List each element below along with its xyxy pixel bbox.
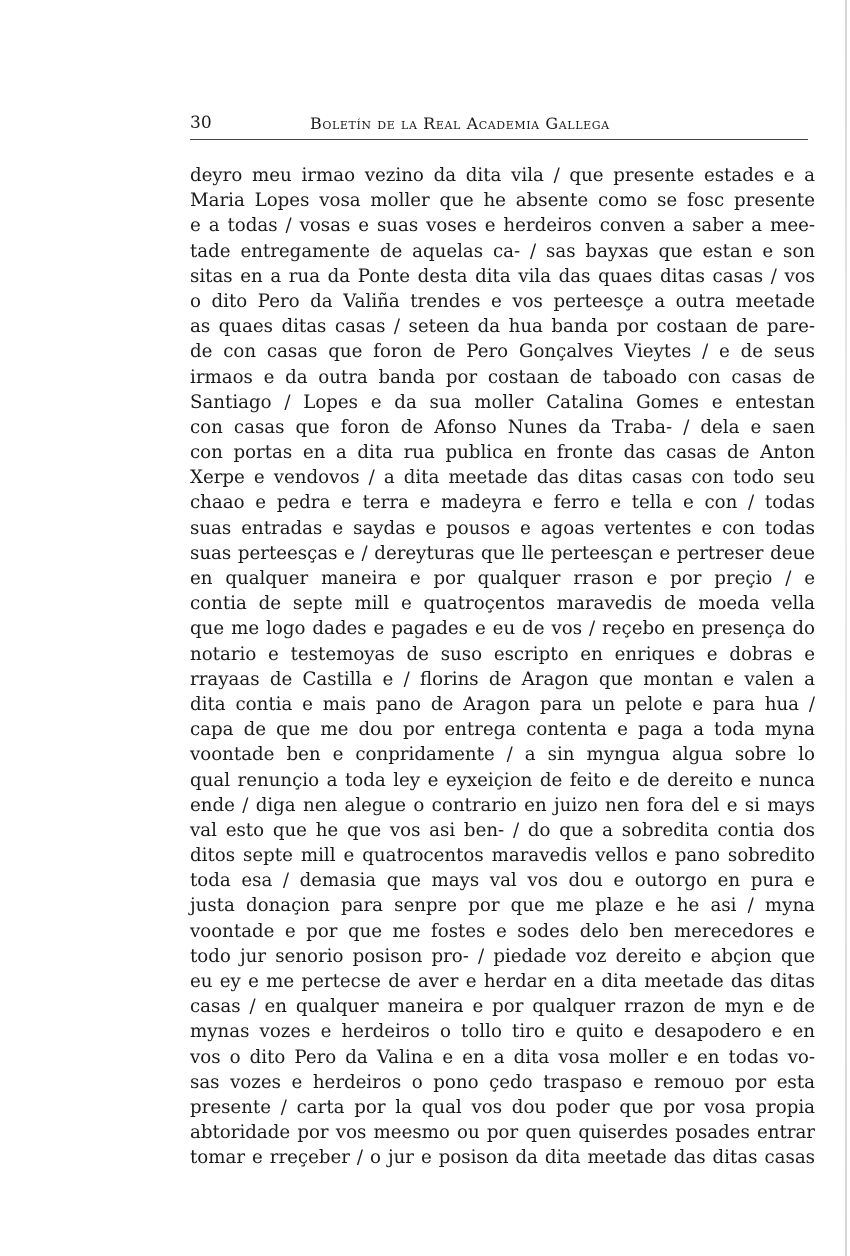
- header-rule: [190, 139, 808, 140]
- text-line: suas perteesças e / dereyturas que lle perteesçan e pertreser deue: [190, 542, 815, 564]
- text-line: de con casas que foron de Pero Gonçalves Vieytes / e de seus: [190, 341, 815, 363]
- text-line: tade entregamente de aquelas ca- / sas bayxas que estan e son: [190, 240, 815, 262]
- text-line: irmaos e da outra banda por costaan de taboado con casas de: [190, 366, 815, 388]
- text-line: Xerpe e vendovos / a dita meetade das ditas casas con todo seu: [190, 467, 815, 489]
- scan-page-edge: [845, 0, 847, 1256]
- text-line: voontade ben e conpridamente / a sin myngua algua sobre lo: [190, 744, 815, 766]
- text-line: tomar e rreçeber / o jur e posison da dita meetade das ditas casas: [190, 1147, 815, 1169]
- text-line: capa de que me dou por entrega contenta e paga a toda myna: [190, 719, 815, 741]
- page-header: [190, 112, 810, 138]
- text-line: as quaes ditas casas / seteen da hua banda por costaan de pare-: [190, 316, 815, 338]
- text-line: Maria Lopes vosa moller que he absente como se fosc presente: [190, 190, 815, 212]
- page-number: 30: [190, 113, 212, 133]
- text-line: vos o dito Pero da Valina e en a dita vosa moller e en todas vo-: [190, 1046, 815, 1068]
- text-line: ende / diga nen alegue o contrario en juizo nen fora del e si mays: [190, 794, 815, 816]
- text-line: todo jur senorio posison pro- / piedade voz dereito e abçion que: [190, 945, 815, 967]
- text-line: presente / carta por la qual vos dou poder que por vosa propia: [190, 1096, 815, 1118]
- text-line: sitas en a rua da Ponte desta dita vila das quaes ditas casas / vos: [190, 265, 815, 287]
- text-line: notario e testemoyas de suso escripto en enriques e dobras e: [190, 643, 815, 665]
- text-line: qual renunçio a toda ley e eyxeiçion de feito e de dereito e nunca: [190, 769, 815, 791]
- text-line: en qualquer maneira e por qualquer rrason e por preçio / e: [190, 568, 815, 589]
- text-line: val esto que he que vos asi ben- / do que a sobredita contia dos: [190, 819, 815, 841]
- page-body: [190, 163, 815, 1171]
- text-line: toda esa / demasia que mays val vos dou e outorgo en pura e: [190, 870, 815, 892]
- text-line: casas / en qualquer maneira e por qualquer rrazon de myn e de: [190, 996, 815, 1018]
- text-line: Santiago / Lopes e da sua moller Catalina Gomes e entestan: [190, 391, 815, 413]
- text-line: o dito Pero da Valiña trendes e vos perteesçe a outra meetade: [190, 290, 815, 312]
- text-line: que me logo dades e pagades e eu de vos / reçebo en presença do: [190, 618, 815, 640]
- text-line: contia de septe mill e quatroçentos maravedis de moeda vella: [190, 593, 815, 615]
- text-line: dita contia e mais pano de Aragon para un pelote e para hua /: [190, 693, 815, 715]
- text-line: chaao e pedra e terra e madeyra e ferro e tella e con / todas: [190, 492, 815, 514]
- text-line: deyro meu irmao vezino da dita vila / que presente estades e a: [190, 165, 815, 186]
- text-line: abtoridade por vos meesmo ou por quen quiserdes posades entrar: [190, 1122, 815, 1144]
- running-title: Boletín de la Real Academia Gallega: [310, 114, 610, 133]
- text-line: con casas que foron de Afonso Nunes da Traba- / dela e saen: [190, 416, 815, 438]
- text-line: eu ey e me pertecse de aver e herdar en a dita meetade das ditas: [190, 971, 815, 992]
- text-line: sas vozes e herdeiros o pono çedo traspaso e remouo por esta: [190, 1071, 815, 1093]
- text-line: voontade e por que me fostes e sodes delo ben merecedores e: [190, 920, 815, 942]
- text-line: justa donaçion para senpre por que me plaze e he asi / myna: [190, 895, 815, 917]
- text-line: ditos septe mill e quatrocentos maravedis vellos e pano sobredito: [190, 845, 815, 867]
- text-line: con portas en a dita rua publica en fronte das casas de Anton: [190, 442, 815, 464]
- text-line: mynas vozes e herdeiros o tollo tiro e quito e desapodero e en: [190, 1021, 815, 1043]
- text-line: e a todas / vosas e suas voses e herdeiros conven a saber a mee-: [190, 215, 815, 237]
- text-line: rrayaas de Castilla e / florins de Aragon que montan e valen a: [190, 668, 815, 690]
- text-line: suas entradas e saydas e pousos e agoas vertentes e con todas: [190, 517, 815, 539]
